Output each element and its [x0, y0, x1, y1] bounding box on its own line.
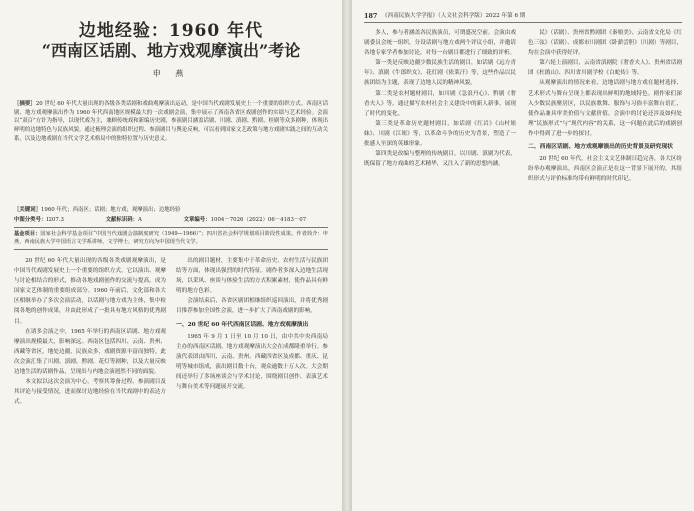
abstract [14, 100, 328, 206]
keywords-label: ［关键词］ [14, 207, 41, 213]
page-number: 187 [364, 12, 378, 20]
running-head: 《西南民族大学学报》（人文社会科学版）2022 年第 6 期 [382, 13, 526, 19]
author-name: 申 燕 [152, 69, 190, 78]
article-number: 文章编号：1004－7026（2022）06－4183－07 [183, 217, 307, 223]
paragraph: 在诸多会演之中，1965 年举行的西南区话剧、地方戏观摩演出规模最大，影响深远。西南区包括四川、云南、贵州、西藏等省区，地处边疆，民族众多，戏剧资源丰富而独特。此次会演汇集了川剧、滇剧、黔剧、花灯等剧种，以及大量反映边地生活的话剧作品，呈现出与内地会演迥然不同的面貌。 [14, 328, 166, 376]
paragraph: 从观摩演出的情况来看，边地话剧与地方戏在题材选择、艺术形式与舞台呈现上都表现出鲜明的地域特色。剧作家们深入少数民族聚居区，以民族歌舞、服饰与习俗丰富舞台语汇，使作品兼具审美价值与文献价值。会演中的讨论还涉及如何处理“民族形式”与“现代内容”的关系，这一问题在此后的戏剧创作中得到了进一步的探讨。 [528, 80, 682, 137]
paragraph: 20 世纪 60 年代，社会主义文艺体制日趋完善，各大区纷纷举办观摩演出，西南区会演正是在这一背景下展开的，其组织形式与评价标准均带有鲜明的时代印记。 [528, 156, 682, 183]
right-column-2 [528, 28, 682, 506]
left-page [0, 0, 342, 511]
paragraph: 第一类是反映边疆少数民族生活的剧目，如话剧《远方青年》、滇剧《牛郎织女》、花灯剧《依莱汗》等，这些作品以民族团结为主题，表现了边地人民的精神风貌。 [364, 60, 516, 87]
classification-codes [14, 216, 328, 224]
keywords-text: 1960 年代；西南区；话剧；地方戏；观摩演出；边地经验 [40, 207, 181, 213]
paragraph: 第六轮上演剧目，云南省滇剧院《奢香夫人》、贵州省话剧团《杜鹃山》、四川省川剧学校《白蛇传》等。 [528, 60, 682, 77]
paragraph: 第二类是农村题材剧目，如川剧《急浪丹心》、黔剧《奢香夫人》等，通过描写农村社会主义建设中的新人新事，展现了时代的变化。 [364, 90, 516, 117]
right-page [352, 0, 694, 511]
article-title-line1: 边地经验：1960 年代 [78, 21, 264, 41]
header-rule [364, 22, 682, 23]
paragraph: 本文拟以这次会演为中心，考察其筹备过程、参演剧目及其评论与接受情况，进而探讨边地经验在当代戏剧中的表达方式。 [14, 379, 166, 406]
article-title-line2: “西南区话剧、地方戏观摩演出”考论 [41, 41, 301, 60]
section-heading: 一、20 世纪 60 年代西南区话剧、地方戏观摩演出 [176, 321, 309, 328]
section-heading: 二、西南区话剧、地方戏观摩演出的历史背景及研究现状 [528, 144, 673, 151]
fund-text: 国家社会科学基金项目“中国当代戏剧会演制度研究（1949—1966）”；四川省社会科学规划项目阶段性成果。作者简介：申燕，西南民族大学中国语言文学系讲师，文学博士，研究方向为中国现当代文学。 [14, 231, 328, 245]
paragraph: 会演结束后，各省区剧团相继组织巡回演出，并将优秀剧目推荐参加全国性会演，进一步扩大了西南戏剧的影响。 [176, 298, 328, 315]
right-column-1 [364, 28, 516, 506]
fund-note [14, 230, 328, 246]
paragraph: 20 世纪 60 年代大量出现的各级各类戏剧观摩演出，是中国当代戏剧发展史上一个重要的组织方式。它以演出、观摩与讨论相结合的形式，推动各地戏剧创作的交流与提高，成为国家文艺体制的重要组成部分。1960 年前后，文化部和各大区相继举办了多次会演活动，以话剧与地方戏为主体，集中检阅各地的创作成果，并由此形成了一批具有地方风格的优秀剧目。 [14, 258, 166, 325]
divider [14, 227, 328, 228]
paragraph: 民》（话剧）、贵州省黔剧团《秦娘美》、云南省文化局《红色三弦》（话剧）、成都市川剧团《卧薪尝胆》（川剧）等剧目，均在会演中获得好评。 [528, 30, 682, 57]
divider [14, 249, 328, 250]
paragraph: 出的剧目题材，主要集中于革命历史、农村生活与民族团结等方面，体现出强烈的时代特征。剧作者多深入边地生活现场，以采风、座谈与体验生活的方式积累素材，使作品具有鲜明的地方色彩。 [176, 258, 328, 295]
paragraph: 第四类是改编与整理的传统剧目，以川剧、滇剧为代表，既保留了地方戏曲的艺术精华，又注入了新的思想内涵。 [364, 151, 516, 168]
doc-code: 文献标识码：A [105, 217, 142, 223]
clc-code: 中图分类号：I207.3 [14, 217, 64, 223]
abstract-label: ［摘要］ [14, 101, 36, 107]
keywords [14, 206, 328, 214]
abstract-text: 20 世纪 60 年代大量出现的各级各类话剧和戏曲观摩演出运动，是中国当代戏剧发展史上一个重要的组织方式。西南区话剧、地方戏观摩演出作为 1960 年代西南地区规模最大的一次戏剧会演，集中展示了西南各省区戏剧创作的实绩与艺术经验。会演以“双百”方针为指导，以现代戏为主，兼顾传统戏和新编历史剧，参演剧目涵盖话剧、川剧、滇剧、黔剧、桂剧等众多剧种，体现出鲜明的边地特色与民族风貌。通过梳理会演的组织过程、参演剧目与舆论反响，可以看到国家文艺政策与地方戏剧实践之间的互动关系，以及边地戏剧在当代文学艺术格局中的独特位置与历史意义。 [14, 101, 328, 142]
fund-label: 基金项目： [14, 231, 41, 237]
book-gutter [342, 0, 352, 511]
paragraph: 1965 年 9 月 1 日至 10 月 10 日，由中共中央西南局主办的西南区话剧、地方戏观摩演出大会在成都隆重举行。参演代表团由四川、云南、贵州、西藏四省区及成都、重庆、昆明等城市组成，演出剧目数十台，观众逾数十万人次。大会期间还举行了多场座谈会与学术讨论，围绕剧目创作、表演艺术与舞台美术等问题展开交流。 [176, 333, 328, 391]
paragraph: 第三类是革命历史题材剧目，如话剧《红岩》《山村姐妹》、川剧《江姐》等，以革命斗争的历史为背景，塑造了一批感人至深的英雄形象。 [364, 120, 516, 148]
left-column-1 [14, 256, 166, 506]
left-column-2 [176, 256, 328, 506]
paragraph: 多人，参与者涵盖各民族演员，可谓盛况空前。会演由戏剧委员会统一组织，分设话剧与地方戏两个评议小组，并邀请各地专家学者参加讨论，对每一台剧目都进行了细致的评析。 [364, 30, 516, 57]
